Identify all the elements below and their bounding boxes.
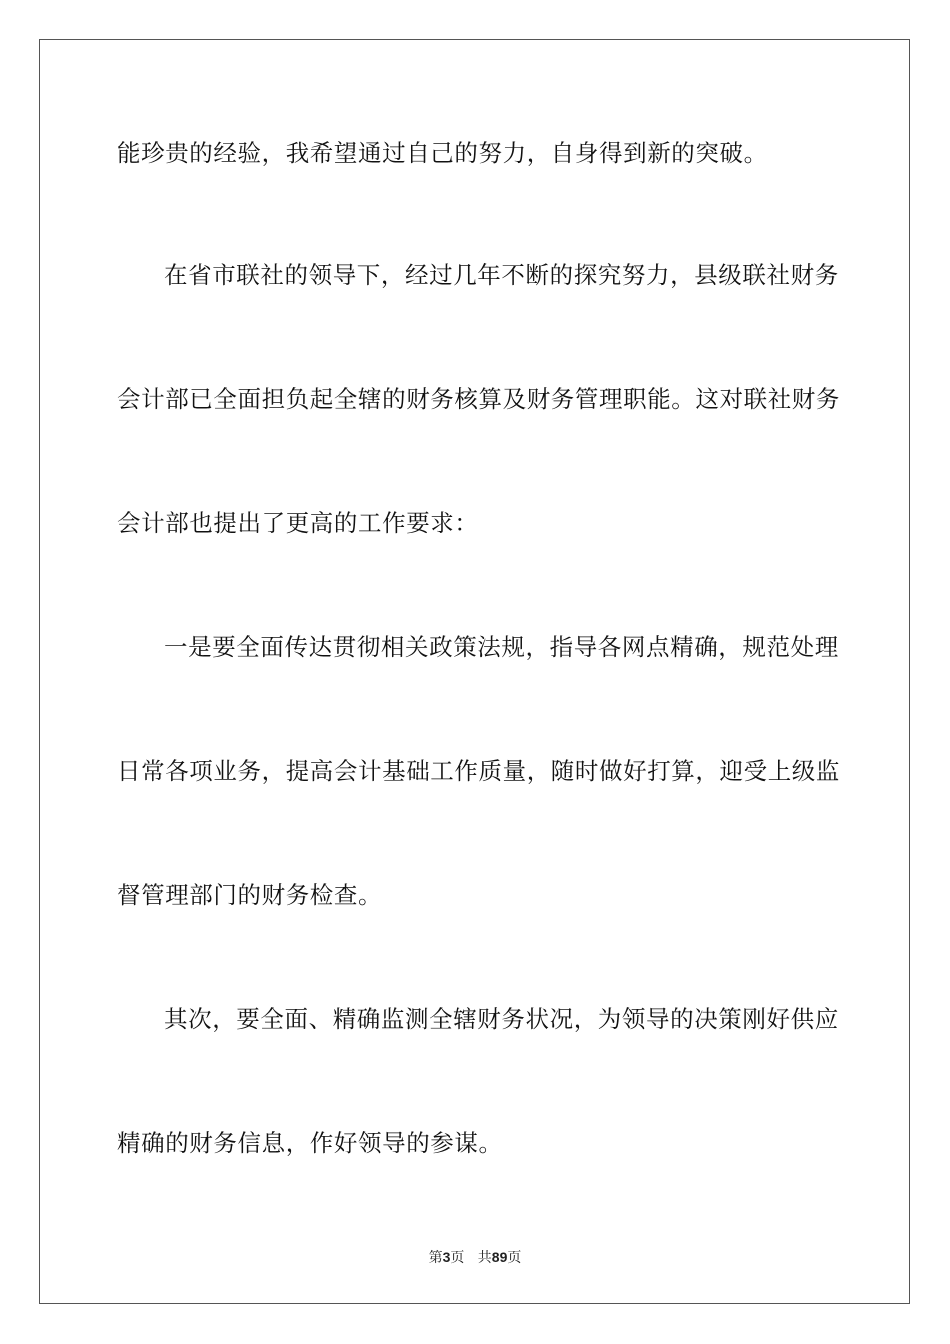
page-border	[39, 39, 910, 1304]
paragraph-line: 日常各项业务，提高会计基础工作质量，随时做好打算，迎受上级监	[117, 757, 840, 785]
page-footer	[0, 1248, 950, 1267]
total-prefix: 共	[477, 1250, 492, 1266]
paragraph-line: 会计部已全面担负起全辖的财务核算及财务管理职能。这对联社财务	[117, 385, 840, 413]
paragraph-line: 督管理部门的财务检查。	[117, 881, 383, 909]
paragraph-line: 会计部也提出了更高的工作要求：	[117, 509, 479, 537]
page-suffix: 页	[450, 1250, 465, 1266]
paragraph-line: 能珍贵的经验，我希望通过自己的努力，自身得到新的突破。	[117, 139, 768, 167]
page-prefix: 第	[428, 1250, 443, 1266]
total-pages: 89	[491, 1249, 508, 1265]
page-number: 3	[442, 1249, 451, 1265]
paragraph-line: 在省市联社的领导下，经过几年不断的探究努力，县级联社财务	[164, 261, 839, 289]
paragraph-line: 一是要全面传达贯彻相关政策法规，指导各网点精确，规范处理	[164, 633, 839, 661]
total-suffix: 页	[507, 1250, 522, 1266]
paragraph-line: 其次，要全面、精确监测全辖财务状况，为领导的决策刚好供应	[164, 1005, 839, 1033]
paragraph-line: 精确的财务信息，作好领导的参谋。	[117, 1129, 503, 1157]
